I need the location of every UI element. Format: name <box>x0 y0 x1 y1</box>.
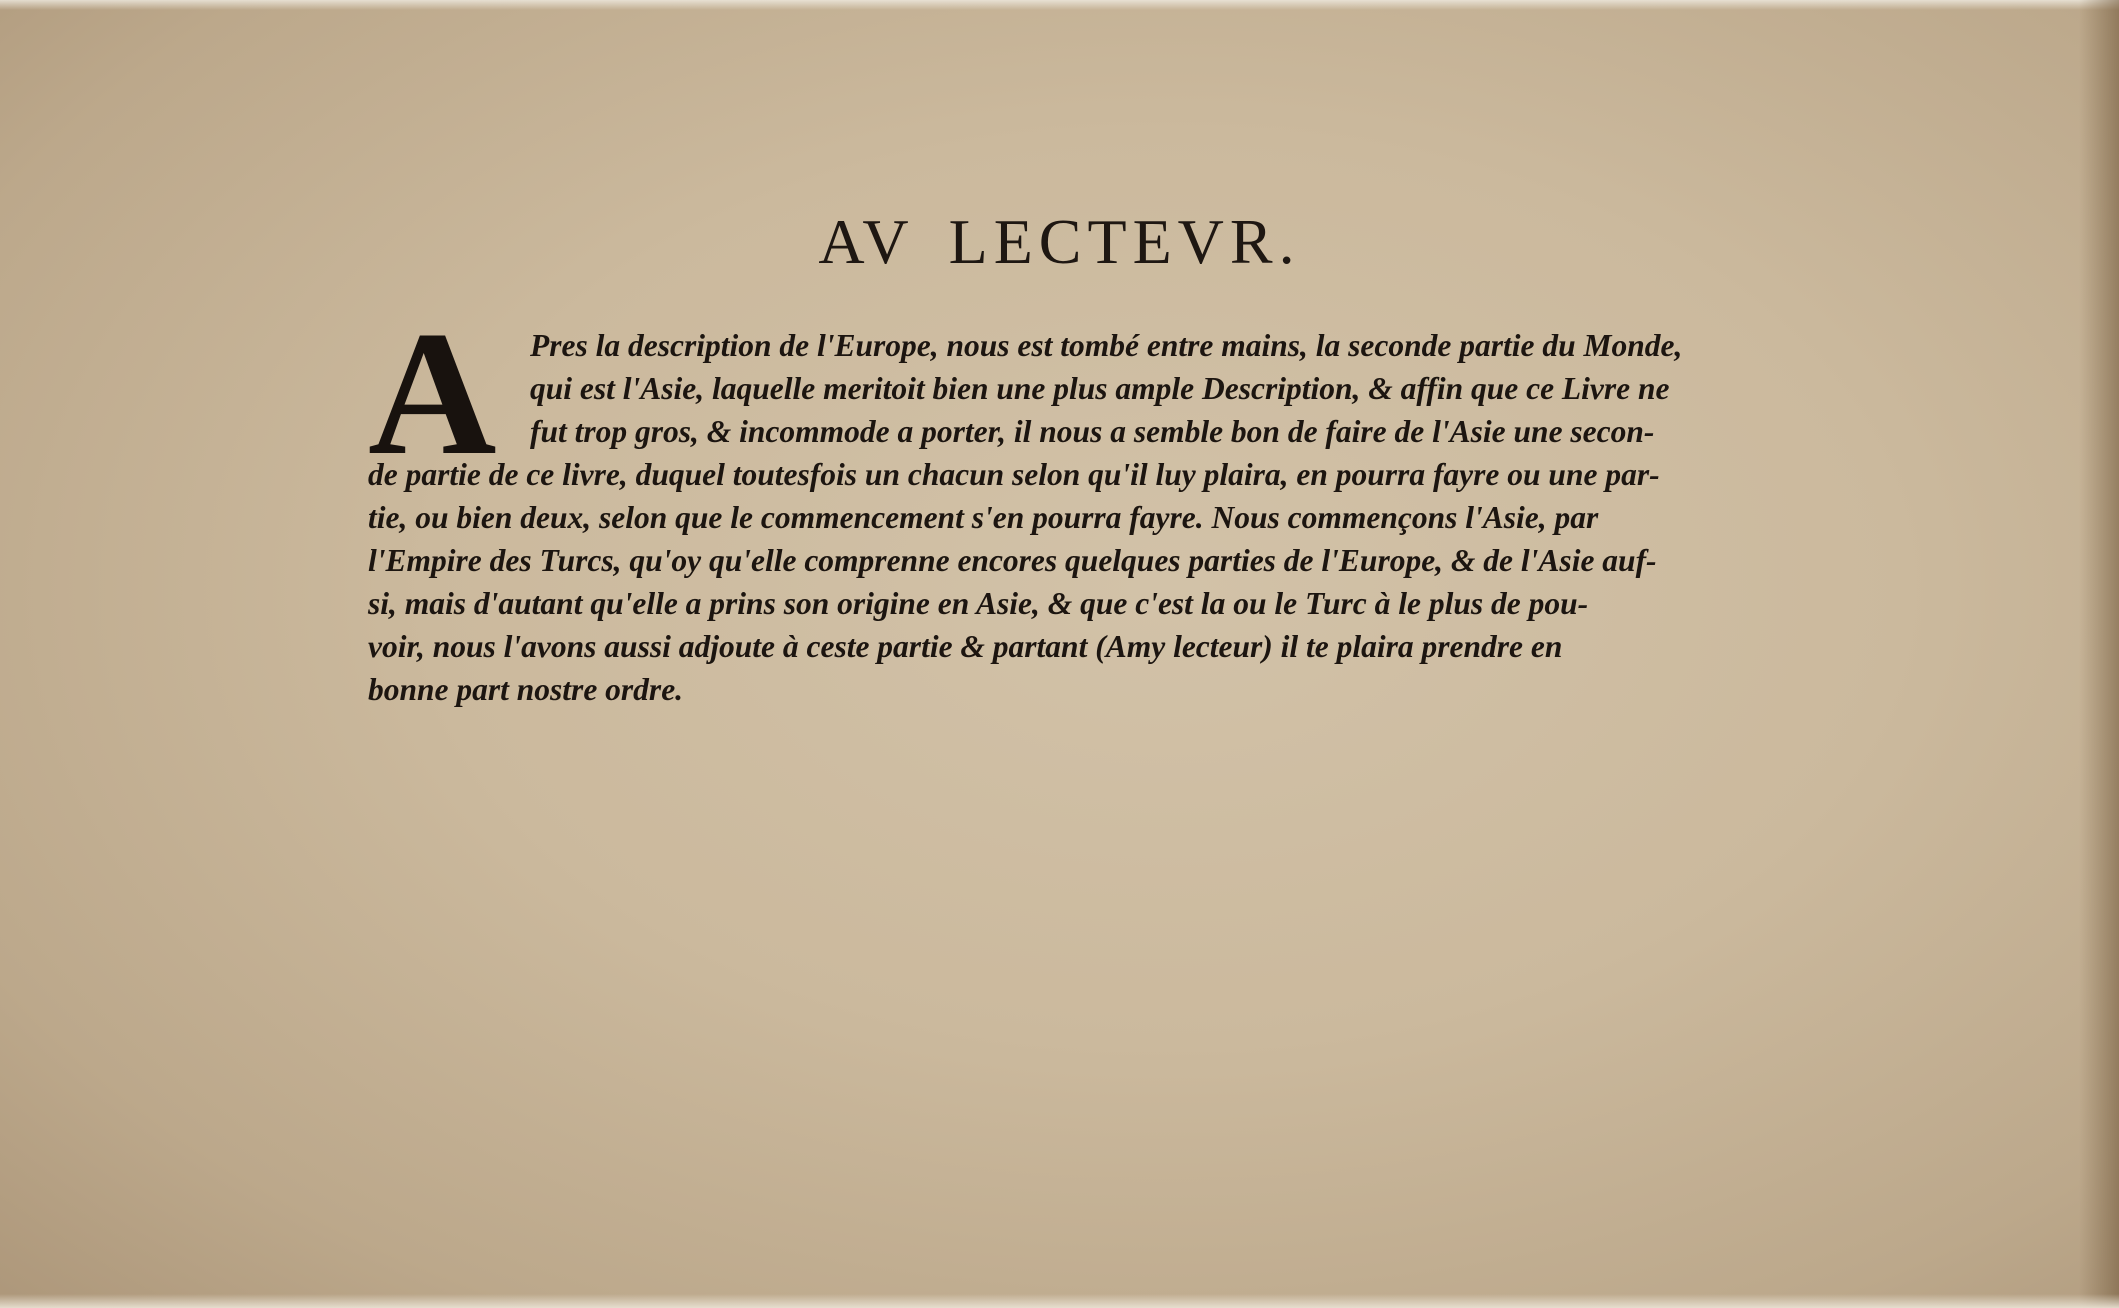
text-line: tie, ou bien deux, selon que le commencement s'en pourra fayre. Nous commençons l'Asie, par <box>368 500 1599 535</box>
page-title <box>0 205 2119 279</box>
text-line: voir, nous l'avons aussi adjoute à ceste partie & partant (Amy lecteur) il te plaira prendre en <box>368 629 1563 664</box>
text-line: qui est l'Asie, laquelle meritoit bien une plus ample Description, & affin que ce Livre ne <box>530 371 1670 406</box>
text-line: bonne part nostre ordre. <box>368 672 684 707</box>
text-line: l'Empire des Turcs, qu'oy qu'elle comprenne encores quelques parties de l'Europe, & de l'Asie auf- <box>368 543 1657 578</box>
text-line: de partie de ce livre, duquel toutesfois un chacun selon qu'il luy plaira, en pourra fayre ou une par- <box>368 457 1660 492</box>
page-top-edge <box>0 0 2119 10</box>
text-line: Pres la description de l'Europe, nous est tombé entre mains, la seconde partie du Monde, <box>530 328 1683 363</box>
title-word-2: LECTEVR. <box>948 206 1301 277</box>
preface-paragraph <box>368 324 1993 711</box>
drop-cap-initial: A <box>368 294 497 492</box>
page-right-edge-shadow <box>2079 0 2119 1308</box>
page-bottom-edge <box>0 1294 2119 1308</box>
text-line: si, mais d'autant qu'elle a prins son origine en Asie, & que c'est la ou le Turc à le plus de pou- <box>368 586 1589 621</box>
text-line: fut trop gros, & incommode a porter, il nous a semble bon de faire de l'Asie une secon- <box>530 414 1655 449</box>
title-word-1: AV <box>818 206 915 277</box>
